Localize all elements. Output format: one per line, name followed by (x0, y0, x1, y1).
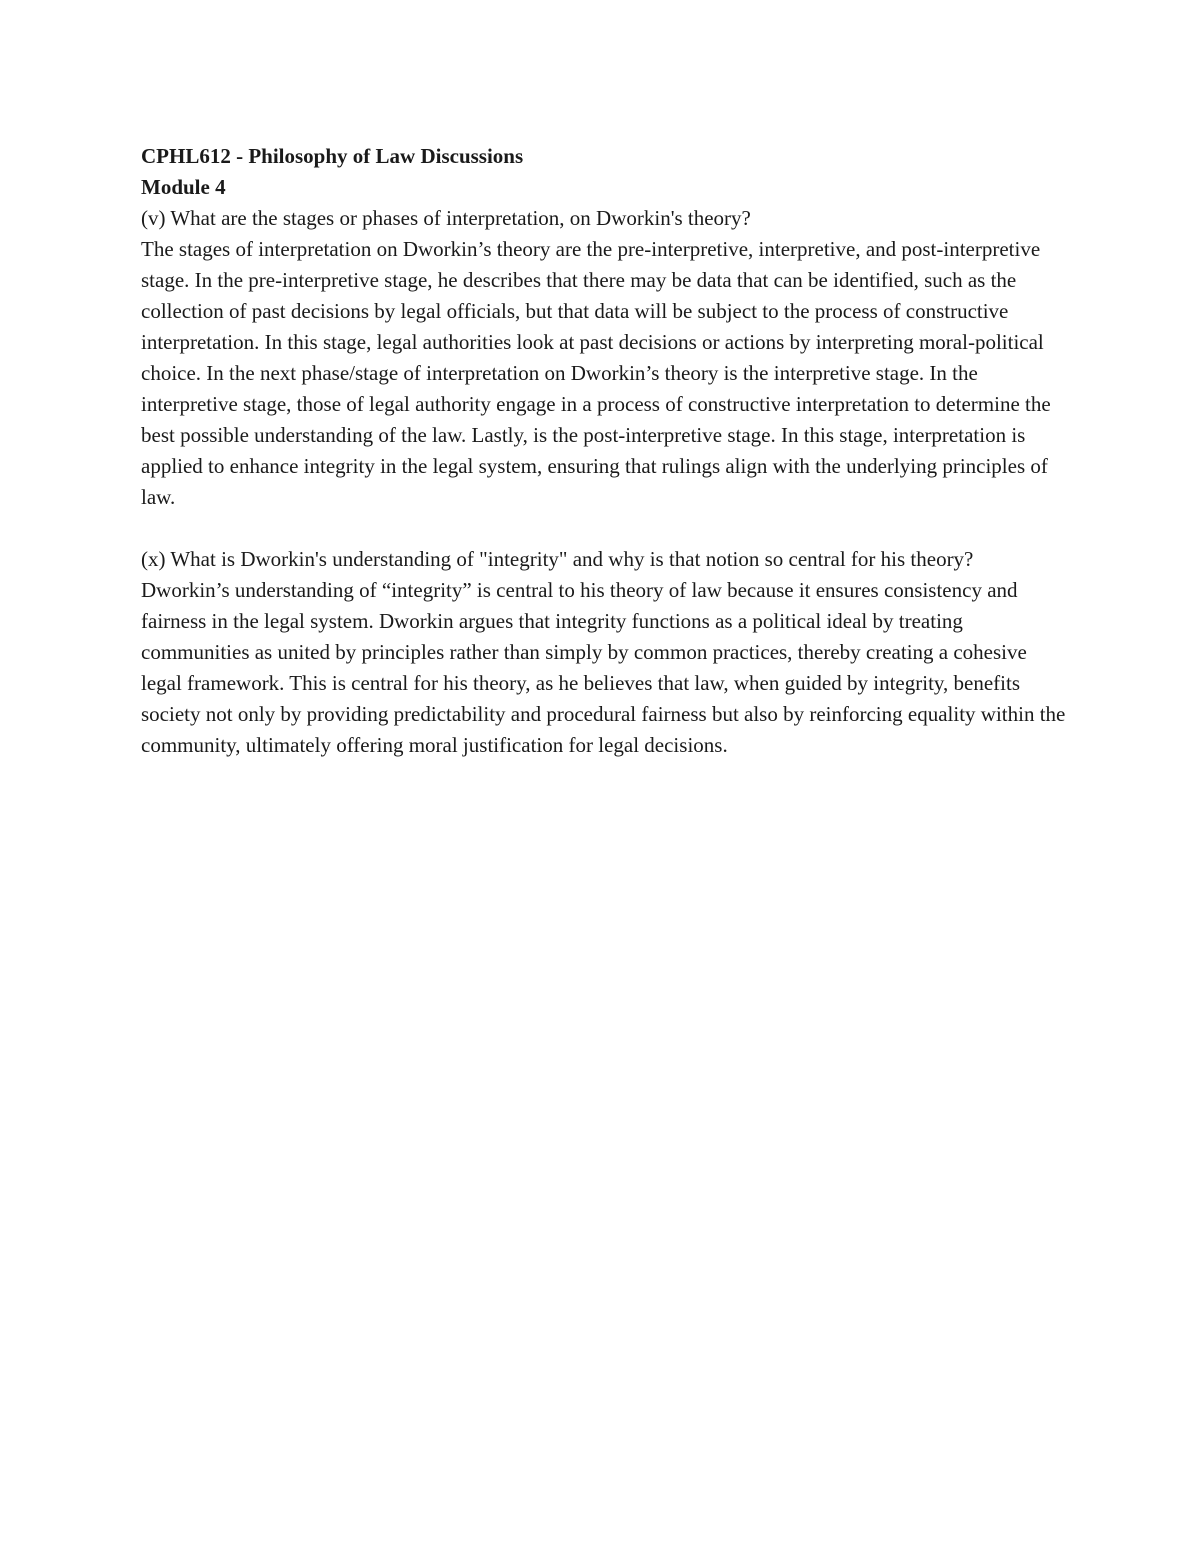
paragraph-spacer (141, 513, 1071, 544)
document-body (141, 141, 1071, 761)
answer-x: Dworkin’s understanding of “integrity” is central to his theory of law because it ensures consistency and fairness in the legal system. Dworkin argues that integrity functions as a political ideal by treating communities as united by principles rather than simply by common practices, thereby creating a cohesive legal framework. This is central for his theory, as he believes that law, when guided by integrity, benefits society not only by providing predictability and procedural fairness but also by reinforcing equality within the community, ultimately offering moral justification for legal decisions. (141, 578, 1066, 757)
answer-v: The stages of interpretation on Dworkin’s theory are the pre-interpretive, interpretive, and post-interpretive stage. In the pre-interpretive stage, he describes that there may be data that can be identified, such as the collection of past decisions by legal officials, but that data will be subject to the process of constructive interpretation. In this stage, legal authorities look at past decisions or actions by interpreting moral-political choice. In the next phase/stage of interpretation on Dworkin’s theory is the interpretive stage. In the interpretive stage, those of legal authority engage in a process of constructive interpretation to determine the best possible understanding of the law. Lastly, is the post-interpretive stage. In this stage, interpretation is applied to enhance integrity in the legal system, ensuring that rulings align with the underlying principles of law. (141, 237, 1051, 509)
document-title: CPHL612 - Philosophy of Law Discussions (141, 144, 524, 168)
module-heading: Module 4 (141, 175, 226, 199)
question-v: (v) What are the stages or phases of interpretation, on Dworkin's theory? (141, 206, 751, 230)
question-x: (x) What is Dworkin's understanding of "integrity" and why is that notion so central for his theory? (141, 547, 974, 571)
